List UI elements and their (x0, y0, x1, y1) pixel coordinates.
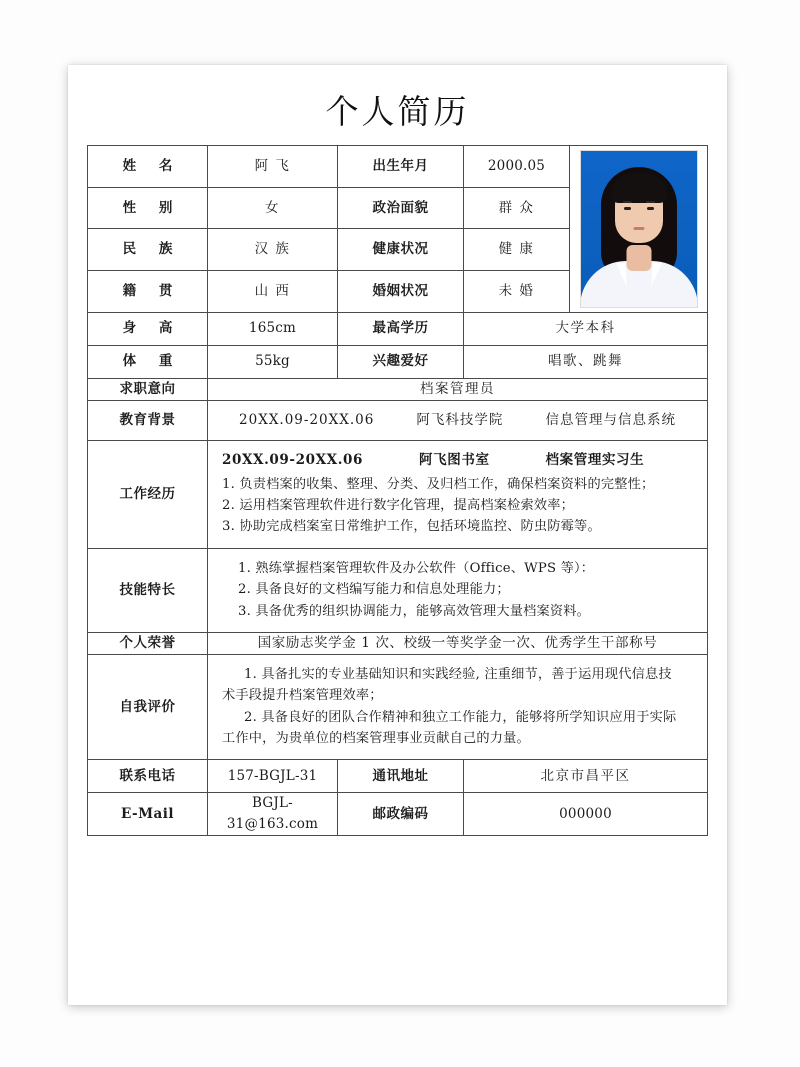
work-position: 档案管理实习生 (545, 451, 645, 468)
table-row (88, 760, 708, 793)
value-political-status: 群 众 (464, 187, 570, 229)
table-row (88, 378, 708, 400)
work-period: 20XX.09-20XX.06 (222, 451, 364, 468)
table-row (88, 632, 708, 654)
label-address: 通讯地址 (338, 760, 464, 793)
value-ethnicity: 汉 族 (208, 229, 338, 271)
value-self-evaluation (208, 654, 708, 760)
label-name: 姓 名 (88, 145, 208, 187)
table-row (88, 312, 708, 345)
label-email: E-Mail (88, 793, 208, 836)
label-gender: 性 别 (88, 187, 208, 229)
table-row (88, 145, 708, 187)
value-phone: 157-BGJL-31 (208, 760, 338, 793)
table-row (88, 400, 708, 440)
skill-item: 3. 具备优秀的组织协调能力，能够高效管理大量档案资料。 (238, 603, 591, 619)
work-organization: 阿飞图书室 (419, 451, 490, 468)
work-item: 3. 协助完成档案室日常维护工作，包括环境监控、防虫防霉等。 (222, 519, 601, 535)
photo-neck (626, 245, 651, 271)
value-birth-date: 2000.05 (464, 145, 570, 187)
label-skills: 技能特长 (88, 548, 208, 632)
label-weight: 体 重 (88, 345, 208, 378)
value-height: 165cm (208, 312, 338, 345)
photo-collar-right (651, 263, 662, 288)
label-phone: 联系电话 (88, 760, 208, 793)
value-health: 健 康 (464, 229, 570, 271)
label-hobbies: 兴趣爱好 (338, 345, 464, 378)
value-weight: 55kg (208, 345, 338, 378)
label-political-status: 政治面貌 (338, 187, 464, 229)
label-height: 身 高 (88, 312, 208, 345)
value-name: 阿 飞 (208, 145, 338, 187)
id-photo (580, 150, 698, 308)
value-honors: 国家励志奖学金 1 次、校级一等奖学金一次、优秀学生干部称号 (208, 632, 708, 654)
photo-hair-top (611, 173, 667, 203)
label-self-evaluation: 自我评价 (88, 654, 208, 760)
value-postal-code: 000000 (464, 793, 708, 836)
value-marital-status: 未 婚 (464, 271, 570, 313)
value-native-place: 山 西 (208, 271, 338, 313)
table-row (88, 793, 708, 836)
work-experience-header (222, 450, 693, 471)
value-skills (208, 548, 708, 632)
table-row (88, 345, 708, 378)
label-marital-status: 婚姻状况 (338, 271, 464, 313)
skill-item: 2. 具备良好的文档编写能力和信息处理能力； (238, 582, 510, 598)
self-evaluation-line: 2. 具备良好的团队合作精神和独立工作能力，能够将所学知识应用于实际 (244, 709, 677, 725)
photo-eyebrow-right (646, 201, 655, 203)
value-hobbies: 唱歌、跳舞 (464, 345, 708, 378)
label-job-intent: 求职意向 (88, 378, 208, 400)
resume-table (87, 145, 708, 836)
label-education-background: 教育背景 (88, 400, 208, 440)
value-gender: 女 (208, 187, 338, 229)
skill-item: 1. 熟练掌握档案管理软件及办公软件（Office、WPS 等）： (238, 560, 595, 576)
label-education-level: 最高学历 (338, 312, 464, 345)
label-postal-code: 邮政编码 (338, 793, 464, 836)
value-education-background (208, 400, 708, 440)
label-ethnicity: 民 族 (88, 229, 208, 271)
label-work-experience: 工作经历 (88, 440, 208, 548)
value-address: 北京市昌平区 (464, 760, 708, 793)
work-item: 1. 负责档案的收集、整理、分类、及归档工作，确保档案资料的完整性； (222, 476, 655, 492)
value-job-intent: 档案管理员 (208, 378, 708, 400)
photo-collar-left (616, 263, 627, 288)
label-honors: 个人荣誉 (88, 632, 208, 654)
value-education-level: 大学本科 (464, 312, 708, 345)
page-title: 个人简历 (325, 92, 470, 131)
avatar (570, 145, 708, 312)
label-birth-date: 出生年月 (338, 145, 464, 187)
work-item: 2. 运用档案管理软件进行数字化管理，提高档案检索效率； (222, 498, 575, 514)
value-email: BGJL-31@163.com (208, 793, 338, 836)
education-major: 信息管理与信息系统 (545, 411, 676, 428)
label-health: 健康状况 (338, 229, 464, 271)
education-period: 20XX.09-20XX.06 (239, 411, 375, 428)
table-row (88, 548, 708, 632)
self-evaluation-line: 1. 具备扎实的专业基础知识和实践经验, 注重细节，善于运用现代信息技 (244, 666, 672, 682)
table-row (88, 440, 708, 548)
self-evaluation-line: 工作中，为贵单位的档案管理事业贡献自己的力量。 (222, 731, 530, 746)
photo-eyebrow-left (623, 201, 632, 203)
value-work-experience (208, 440, 708, 548)
label-native-place: 籍 贯 (88, 271, 208, 313)
photo-eye-right (647, 207, 654, 210)
photo-mouth (633, 227, 644, 230)
education-school: 阿飞科技学院 (416, 411, 504, 428)
self-evaluation-line: 术手段提升档案管理效率； (222, 688, 383, 704)
resume-page (68, 65, 727, 1005)
table-row (88, 654, 708, 760)
photo-eye-left (624, 207, 631, 210)
